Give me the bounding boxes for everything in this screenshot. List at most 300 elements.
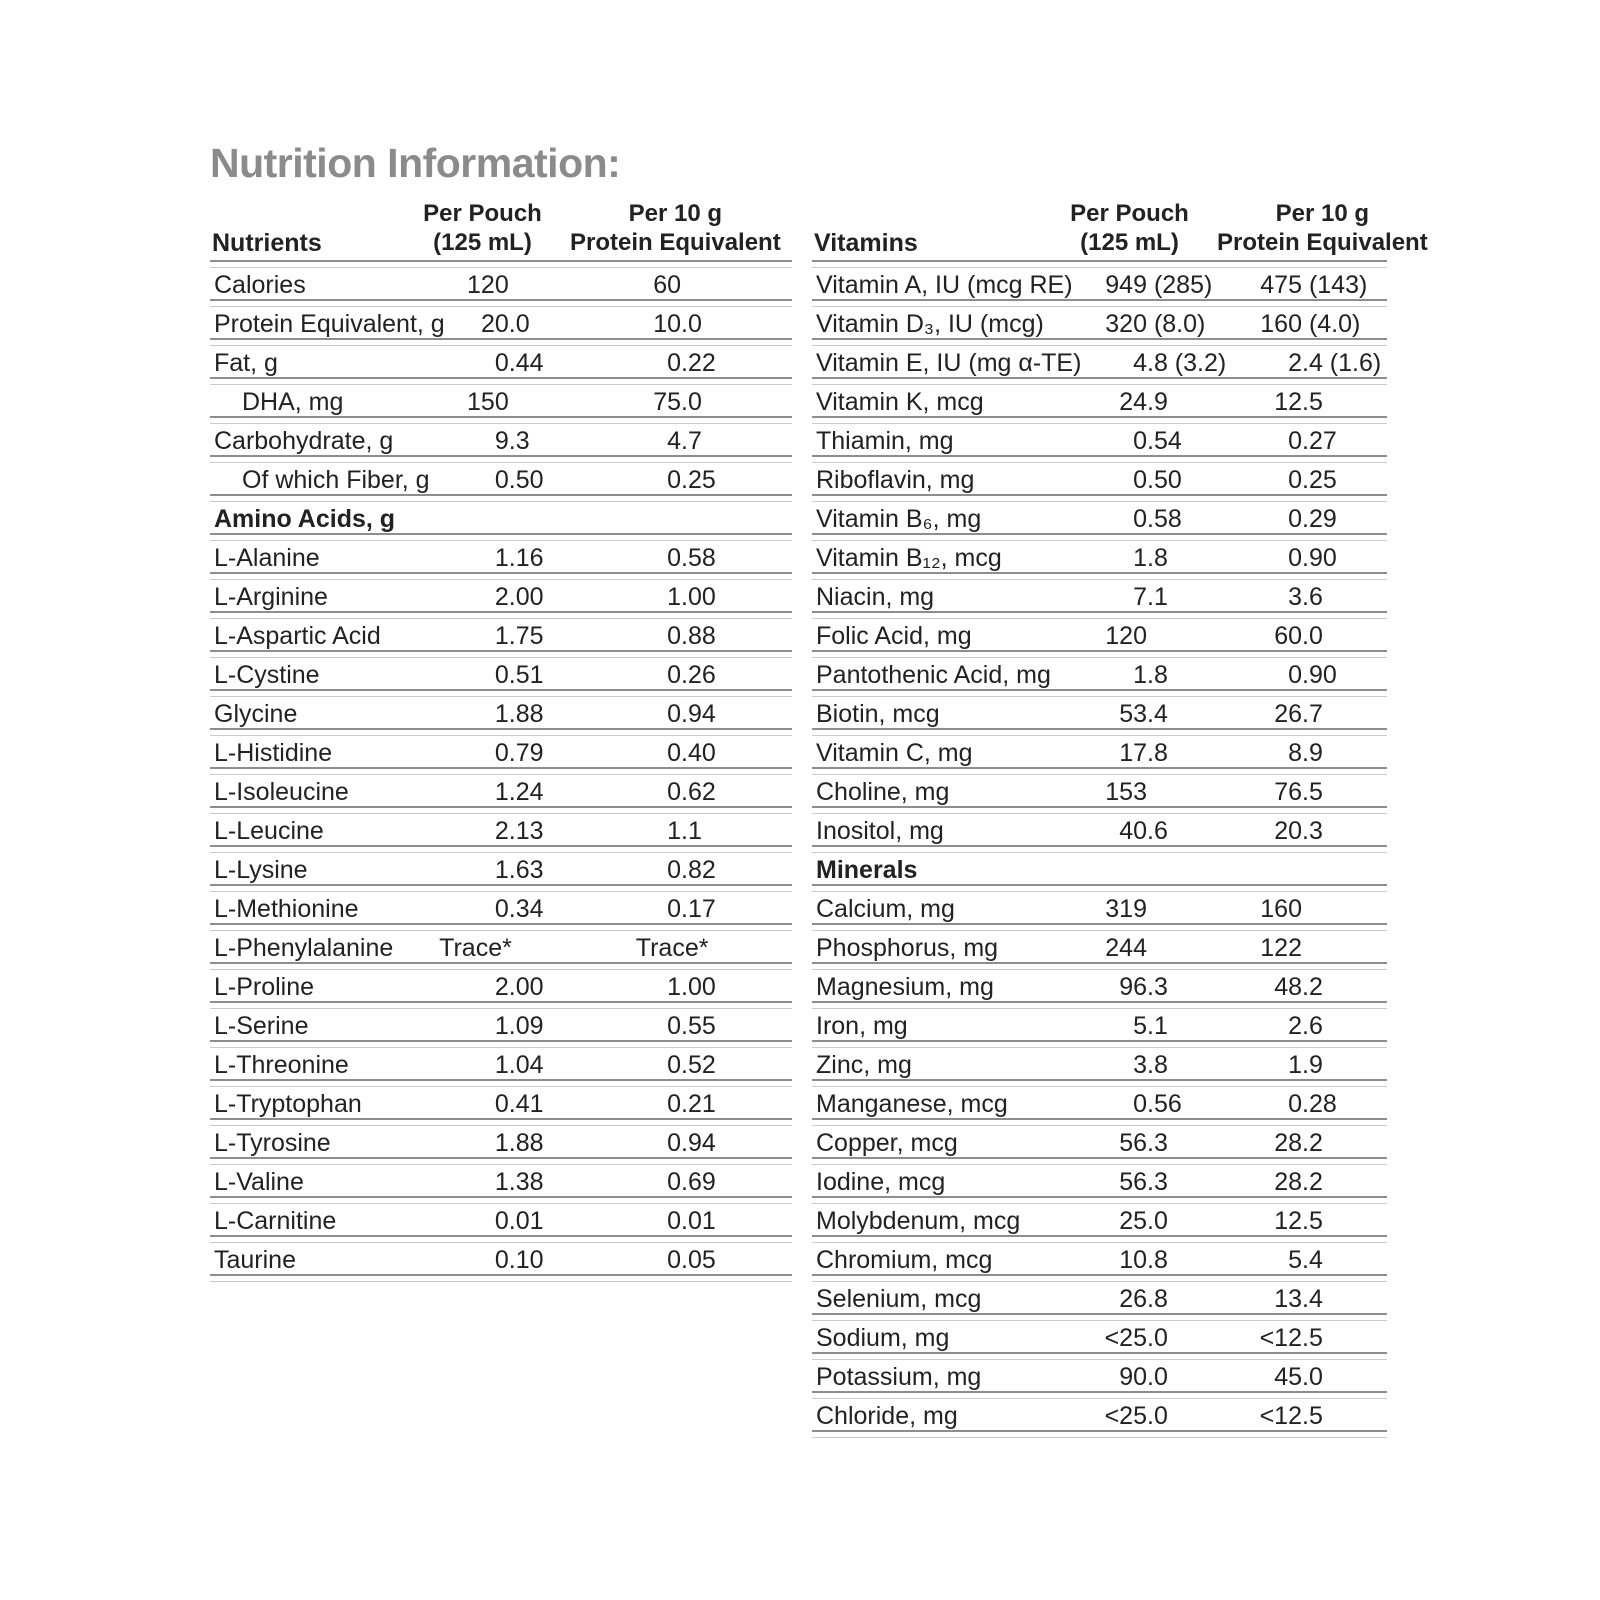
value-cell-per-pouch <box>1042 466 1217 500</box>
value-whole-part: 26 <box>1274 699 1302 728</box>
table-row <box>812 580 1387 619</box>
table-row <box>812 1282 1387 1321</box>
value-whole-part: <25 <box>1104 1401 1147 1430</box>
value-fraction-part: .09 <box>508 1011 544 1040</box>
value-fraction-part: .8 <box>1147 1245 1168 1274</box>
page-title: Nutrition Information: <box>210 140 621 186</box>
value-cell-per-10g <box>1217 544 1387 578</box>
row-label: L-Tyrosine <box>214 1128 331 1157</box>
row-label: Chromium, mcg <box>816 1245 993 1274</box>
value-fraction-part: .4 <box>1147 699 1168 728</box>
value-cell-per-pouch <box>395 1168 570 1202</box>
table-row <box>812 931 1387 970</box>
value-whole-part: 10 <box>653 309 681 338</box>
row-label: L-Carnitine <box>214 1206 337 1235</box>
value-whole-part: 90 <box>1119 1362 1147 1391</box>
row-label: Taurine <box>214 1245 296 1274</box>
value-cell-per-pouch <box>395 622 570 656</box>
table-row <box>812 502 1387 541</box>
value-cell-per-pouch <box>395 466 570 500</box>
value-whole-part: 3 <box>1288 582 1302 611</box>
value-cell-per-pouch <box>395 388 570 422</box>
value-cell-per-10g <box>1217 739 1387 773</box>
row-label: Vitamin E, IU (mg α-TE) <box>816 348 1082 377</box>
value-fraction-part: .6 <box>1147 816 1168 845</box>
table-row <box>812 775 1387 814</box>
value-fraction-part: .3 <box>1147 1167 1168 1196</box>
row-label: Inositol, mg <box>816 816 944 845</box>
column-header-nutrients: Nutrients <box>212 229 322 257</box>
row-label: L-Alanine <box>214 543 320 572</box>
value-cell-per-pouch <box>395 1090 570 1124</box>
table-row <box>812 892 1387 931</box>
value-whole-part: 1 <box>667 816 681 845</box>
row-label: Vitamin B₁₂, mcg <box>816 543 1002 572</box>
value-cell-per-10g <box>1217 271 1387 305</box>
value-whole-part: 13 <box>1274 1284 1302 1313</box>
value-cell-per-pouch <box>395 1129 570 1163</box>
header-line: Protein Equivalent <box>1217 229 1428 257</box>
row-label: L-Cystine <box>214 660 320 689</box>
value-fraction-part: .5 <box>1302 387 1323 416</box>
row-label: Of which Fiber, g <box>242 465 430 494</box>
value-cell-per-pouch <box>1042 1129 1217 1163</box>
value-cell-per-pouch <box>395 856 570 890</box>
value-whole-part: 0 <box>667 1245 681 1274</box>
table-row <box>210 1165 792 1204</box>
value-cell-per-10g <box>570 349 792 383</box>
row-label: DHA, mg <box>242 387 344 416</box>
value-cell-per-10g <box>570 856 792 890</box>
value-whole-part: 122 <box>1260 933 1302 962</box>
row-label: Chloride, mg <box>816 1401 958 1430</box>
header-line: Per Pouch <box>1070 200 1189 228</box>
row-label: L-Isoleucine <box>214 777 349 806</box>
value-fraction-part: .29 <box>1302 504 1337 533</box>
value-whole-part: 0 <box>1133 426 1147 455</box>
table-row <box>812 463 1387 502</box>
row-label: L-Aspartic Acid <box>214 621 381 650</box>
row-label: Riboflavin, mg <box>816 465 975 494</box>
value-cell-per-pouch <box>395 271 570 305</box>
table-row <box>210 1204 792 1243</box>
value-cell-per-pouch <box>395 895 570 929</box>
value-cell-per-pouch <box>1042 1168 1217 1202</box>
table-row <box>210 1126 792 1165</box>
value-fraction-part: .00 <box>681 972 716 1001</box>
value-fraction-part: .01 <box>681 1206 716 1235</box>
value-cell-per-pouch <box>1042 700 1217 734</box>
value-fraction-part: .00 <box>508 972 544 1001</box>
table-row <box>812 658 1387 697</box>
value-cell-per-10g <box>570 1012 792 1046</box>
value-cell-per-10g <box>1217 934 1387 968</box>
value-cell-per-10g <box>570 427 792 461</box>
row-label: Copper, mcg <box>816 1128 958 1157</box>
value-fraction-part: .2 <box>1302 1128 1323 1157</box>
table-row <box>210 697 792 736</box>
value-fraction-part: .50 <box>1147 465 1182 494</box>
value-fraction-part: .90 <box>1302 660 1337 689</box>
value-whole-part: 7 <box>1133 582 1147 611</box>
value-whole-part: 0 <box>667 738 681 767</box>
row-label: Choline, mg <box>816 777 950 806</box>
value-whole-part: 48 <box>1274 972 1302 1001</box>
value-whole-part: 2 <box>494 816 509 845</box>
value-cell-per-10g <box>1217 310 1387 344</box>
value-cell-per-pouch <box>395 1051 570 1085</box>
value-text: Trace* <box>635 933 709 962</box>
value-cell-per-pouch <box>1042 1012 1217 1046</box>
value-whole-part: 0 <box>1288 465 1302 494</box>
value-fraction-part: .7 <box>681 426 702 455</box>
row-label: L-Proline <box>214 972 315 1001</box>
value-fraction-part: .63 <box>508 855 544 884</box>
value-whole-part: 75 <box>653 387 681 416</box>
table-row <box>210 658 792 697</box>
table-row <box>210 892 792 931</box>
value-whole-part: 1 <box>494 543 509 572</box>
value-whole-part: 0 <box>667 621 681 650</box>
value-fraction-part: .75 <box>508 621 544 650</box>
value-whole-part: 0 <box>667 855 681 884</box>
value-fraction-part: .50 <box>508 465 544 494</box>
table-row <box>210 346 792 385</box>
value-fraction-part: .90 <box>1302 543 1337 572</box>
value-cell-per-10g <box>570 895 792 929</box>
value-cell-per-pouch <box>1042 505 1217 539</box>
value-fraction-part: .0 <box>681 387 702 416</box>
table-row <box>812 424 1387 463</box>
value-whole-part: 475 <box>1260 270 1302 299</box>
value-cell-per-pouch <box>1042 1051 1217 1085</box>
row-label: Folic Acid, mg <box>816 621 972 650</box>
value-whole-part: 20 <box>1274 816 1302 845</box>
value-whole-part: 244 <box>1105 933 1147 962</box>
value-whole-part: 1 <box>494 1011 509 1040</box>
value-fraction-part: .3 <box>508 426 530 455</box>
value-whole-part: 2 <box>1288 348 1302 377</box>
value-fraction-part: .40 <box>681 738 716 767</box>
value-whole-part: 120 <box>467 270 509 299</box>
value-fraction-part: .88 <box>508 1128 544 1157</box>
vitamins-minerals-table <box>812 196 1428 1438</box>
value-whole-part: 28 <box>1274 1128 1302 1157</box>
table-row <box>812 541 1387 580</box>
value-cell-per-pouch <box>1042 544 1217 578</box>
value-whole-part: 0 <box>1288 426 1302 455</box>
row-label: L-Serine <box>214 1011 309 1040</box>
value-whole-part: 1 <box>494 777 509 806</box>
value-cell-per-pouch <box>1042 973 1217 1007</box>
value-whole-part: 0 <box>1288 660 1302 689</box>
header-line: (125 mL) <box>433 229 532 257</box>
row-label: Amino Acids, g <box>214 504 396 533</box>
table-row <box>812 385 1387 424</box>
value-fraction-part: .1 <box>1147 582 1168 611</box>
value-whole-part: 0 <box>1133 504 1147 533</box>
row-label: Manganese, mcg <box>816 1089 1008 1118</box>
value-whole-part: 96 <box>1119 972 1147 1001</box>
table-row <box>210 385 792 424</box>
value-cell-per-pouch <box>1042 934 1217 968</box>
value-whole-part: 0 <box>1288 543 1302 572</box>
value-whole-part: 20 <box>480 309 509 338</box>
value-whole-part: 3 <box>1133 1050 1147 1079</box>
value-cell-per-10g <box>1217 1246 1387 1280</box>
value-whole-part: 60 <box>653 270 681 299</box>
value-fraction-part: .9 <box>1147 387 1168 416</box>
value-cell-per-pouch <box>1042 778 1217 812</box>
value-whole-part: 0 <box>667 543 681 572</box>
value-fraction-part: .55 <box>681 1011 716 1040</box>
row-label: Calcium, mg <box>816 894 955 923</box>
column-header-vitamins: Vitamins <box>814 229 918 257</box>
value-fraction-part: .0 <box>1147 1401 1168 1430</box>
table-row <box>210 853 792 892</box>
value-whole-part: 24 <box>1119 387 1147 416</box>
value-cell-per-10g <box>570 583 792 617</box>
value-fraction-part: .38 <box>508 1167 544 1196</box>
value-cell-per-10g <box>1217 388 1387 422</box>
header-line: Per 10 g <box>1275 200 1370 228</box>
value-cell-per-pouch <box>1042 739 1217 773</box>
value-fraction-part: .1 <box>1147 1011 1168 1040</box>
value-fraction-part: .22 <box>681 348 716 377</box>
row-label: L-Phenylalanine <box>214 933 394 962</box>
value-cell-per-10g <box>1217 466 1387 500</box>
value-cell-per-10g <box>1217 1285 1387 1319</box>
value-cell-per-pouch <box>395 739 570 773</box>
value-whole-part: 56 <box>1119 1167 1147 1196</box>
value-fraction-part: .58 <box>681 543 716 572</box>
row-label: Protein Equivalent, g <box>214 309 445 338</box>
column-header-per-pouch <box>1042 200 1217 268</box>
value-whole-part: 320 <box>1105 309 1147 338</box>
value-fraction-part: .94 <box>681 699 716 728</box>
value-whole-part: 26 <box>1119 1284 1147 1313</box>
value-cell-per-10g <box>570 1129 792 1163</box>
value-fraction-part: .0 <box>1147 1206 1168 1235</box>
value-whole-part: 0 <box>494 465 509 494</box>
row-label: L-Arginine <box>214 582 328 611</box>
value-cell-per-10g <box>1217 427 1387 461</box>
value-whole-part: 25 <box>1119 1206 1147 1235</box>
value-cell-per-pouch <box>1042 348 1227 383</box>
value-whole-part: 56 <box>1119 1128 1147 1157</box>
row-label: Selenium, mcg <box>816 1284 982 1313</box>
value-fraction-part: .00 <box>508 582 544 611</box>
value-whole-part: 1 <box>667 582 681 611</box>
value-whole-part: 0 <box>667 1011 681 1040</box>
value-cell-per-10g <box>570 778 792 812</box>
row-label: Niacin, mg <box>816 582 935 611</box>
table-row <box>210 619 792 658</box>
value-fraction-part: .6 <box>1302 582 1323 611</box>
value-whole-part: 150 <box>467 387 509 416</box>
value-fraction-part: .94 <box>681 1128 716 1157</box>
value-whole-part: 1 <box>667 972 681 1001</box>
value-cell-per-pouch <box>1042 622 1217 656</box>
value-cell-per-10g <box>1217 349 1387 383</box>
value-cell-per-10g <box>570 661 792 695</box>
value-cell-per-pouch <box>1042 310 1217 344</box>
value-cell-per-pouch <box>1042 1363 1217 1397</box>
value-cell-per-10g <box>1217 895 1387 929</box>
value-whole-part: 1 <box>1288 1050 1302 1079</box>
value-fraction-part: .7 <box>1302 699 1323 728</box>
row-label: Glycine <box>214 699 298 728</box>
value-whole-part: 0 <box>1133 465 1147 494</box>
value-cell-per-pouch <box>395 973 570 1007</box>
row-label: Magnesium, mg <box>816 972 994 1001</box>
value-cell-per-pouch <box>1042 427 1217 461</box>
value-fraction-part: .5 <box>1302 777 1323 806</box>
table-row <box>812 1048 1387 1087</box>
value-whole-part: 8 <box>1288 738 1302 767</box>
table-row <box>812 1087 1387 1126</box>
row-label: L-Methionine <box>214 894 359 923</box>
value-cell-per-10g <box>1217 661 1387 695</box>
value-fraction-part: .1 <box>681 816 702 845</box>
value-whole-part: 0 <box>667 1206 681 1235</box>
value-cell-per-pouch <box>395 661 570 695</box>
table-row <box>812 307 1387 346</box>
value-cell-per-pouch <box>395 349 570 383</box>
value-cell-per-pouch <box>395 700 570 734</box>
table-row <box>210 424 792 463</box>
table-row <box>812 1321 1387 1360</box>
value-whole-part: 0 <box>667 1050 681 1079</box>
value-cell-per-10g <box>1217 1012 1387 1046</box>
value-cell-per-10g <box>570 1168 792 1202</box>
table-row <box>812 1243 1387 1282</box>
value-cell-per-pouch <box>1042 1402 1217 1436</box>
value-fraction-part: .26 <box>681 660 716 689</box>
table-header <box>812 196 1428 268</box>
value-fraction-part: .0 <box>1302 1362 1323 1391</box>
table-row <box>812 1360 1387 1399</box>
value-whole-part: 1 <box>494 621 509 650</box>
value-cell-per-pouch <box>1042 1285 1217 1319</box>
column-header-per-10g <box>1217 200 1458 268</box>
value-cell-per-10g <box>1217 1129 1387 1163</box>
row-label: Potassium, mg <box>816 1362 982 1391</box>
value-cell-per-10g <box>570 1051 792 1085</box>
value-cell-per-10g <box>570 622 792 656</box>
value-fraction-part: .25 <box>1302 465 1337 494</box>
value-whole-part: 0 <box>494 1089 509 1118</box>
value-fraction-part: .0 <box>1302 621 1323 650</box>
value-cell-per-pouch <box>395 1207 570 1241</box>
value-cell-per-pouch <box>395 310 570 344</box>
header-line: (125 mL) <box>1080 229 1179 257</box>
value-cell-per-10g <box>570 934 792 968</box>
table-row <box>210 736 792 775</box>
value-whole-part: <12 <box>1259 1323 1302 1352</box>
value-fraction-part: .8 <box>1147 1284 1168 1313</box>
value-cell-per-10g <box>570 700 792 734</box>
table-row <box>812 814 1387 853</box>
value-fraction-part: .9 <box>1302 1050 1323 1079</box>
value-fraction-part: .41 <box>508 1089 544 1118</box>
value-cell-per-10g <box>1217 583 1387 617</box>
row-label: L-Valine <box>214 1167 304 1196</box>
value-fraction-part: .3 <box>1147 1128 1168 1157</box>
value-fraction-part: .04 <box>508 1050 544 1079</box>
value-fraction-part: .27 <box>1302 426 1337 455</box>
table-row <box>812 346 1387 385</box>
value-whole-part: 0 <box>667 1089 681 1118</box>
value-cell-per-pouch <box>1042 271 1217 305</box>
value-cell-per-10g <box>1217 505 1387 539</box>
value-whole-part: 0 <box>494 894 509 923</box>
header-line: Per 10 g <box>628 200 723 228</box>
table-row <box>812 1204 1387 1243</box>
value-cell-per-10g <box>1217 778 1387 812</box>
value-cell-per-10g <box>570 544 792 578</box>
value-cell-per-10g <box>570 739 792 773</box>
table-row <box>812 619 1387 658</box>
value-fraction-part: .00 <box>681 582 716 611</box>
table-row <box>210 580 792 619</box>
value-fraction-part: (285) <box>1147 270 1213 299</box>
row-label: Calories <box>214 270 306 299</box>
row-label: L-Leucine <box>214 816 324 845</box>
value-fraction-part: .0 <box>1147 1323 1168 1352</box>
table-row <box>210 268 792 307</box>
value-whole-part: 0 <box>494 738 509 767</box>
value-cell-per-10g <box>1217 1207 1387 1241</box>
value-fraction-part: .5 <box>1302 1323 1323 1352</box>
table-row <box>210 970 792 1009</box>
row-label: Carbohydrate, g <box>214 426 394 455</box>
value-cell-per-10g <box>1217 1324 1387 1358</box>
value-cell-per-10g <box>570 310 792 344</box>
row-label: Vitamin D₃, IU (mcg) <box>816 309 1044 338</box>
value-whole-part: 1 <box>1133 543 1147 572</box>
value-fraction-part: .17 <box>681 894 716 923</box>
value-whole-part: 60 <box>1274 621 1302 650</box>
value-fraction-part: .05 <box>681 1245 716 1274</box>
row-label: Vitamin K, mcg <box>816 387 984 416</box>
value-fraction-part: .54 <box>1147 426 1182 455</box>
table-row <box>812 1009 1387 1048</box>
value-fraction-part: .24 <box>508 777 544 806</box>
value-fraction-part: .0 <box>1147 1362 1168 1391</box>
value-fraction-part: .8 (3.2) <box>1147 348 1227 377</box>
table-row <box>812 1126 1387 1165</box>
value-fraction-part: .4 <box>1302 1284 1323 1313</box>
table-row <box>210 1009 792 1048</box>
value-fraction-part: .3 <box>1302 816 1323 845</box>
header-line: Per Pouch <box>423 200 542 228</box>
value-fraction-part: .25 <box>681 465 716 494</box>
value-whole-part: 0 <box>1288 1089 1302 1118</box>
row-label: Zinc, mg <box>816 1050 912 1079</box>
value-cell-per-10g <box>1217 1363 1387 1397</box>
value-fraction-part: .88 <box>508 699 544 728</box>
value-cell-per-10g <box>1217 817 1387 851</box>
value-fraction-part: .3 <box>1147 972 1168 1001</box>
value-whole-part: 12 <box>1274 387 1302 416</box>
section-row <box>210 502 792 541</box>
value-cell-per-pouch <box>395 1012 570 1046</box>
value-cell-per-10g <box>1217 973 1387 1007</box>
value-fraction-part: .21 <box>681 1089 716 1118</box>
value-fraction-part: .4 (1.6) <box>1302 348 1382 377</box>
value-whole-part: 9 <box>494 426 509 455</box>
